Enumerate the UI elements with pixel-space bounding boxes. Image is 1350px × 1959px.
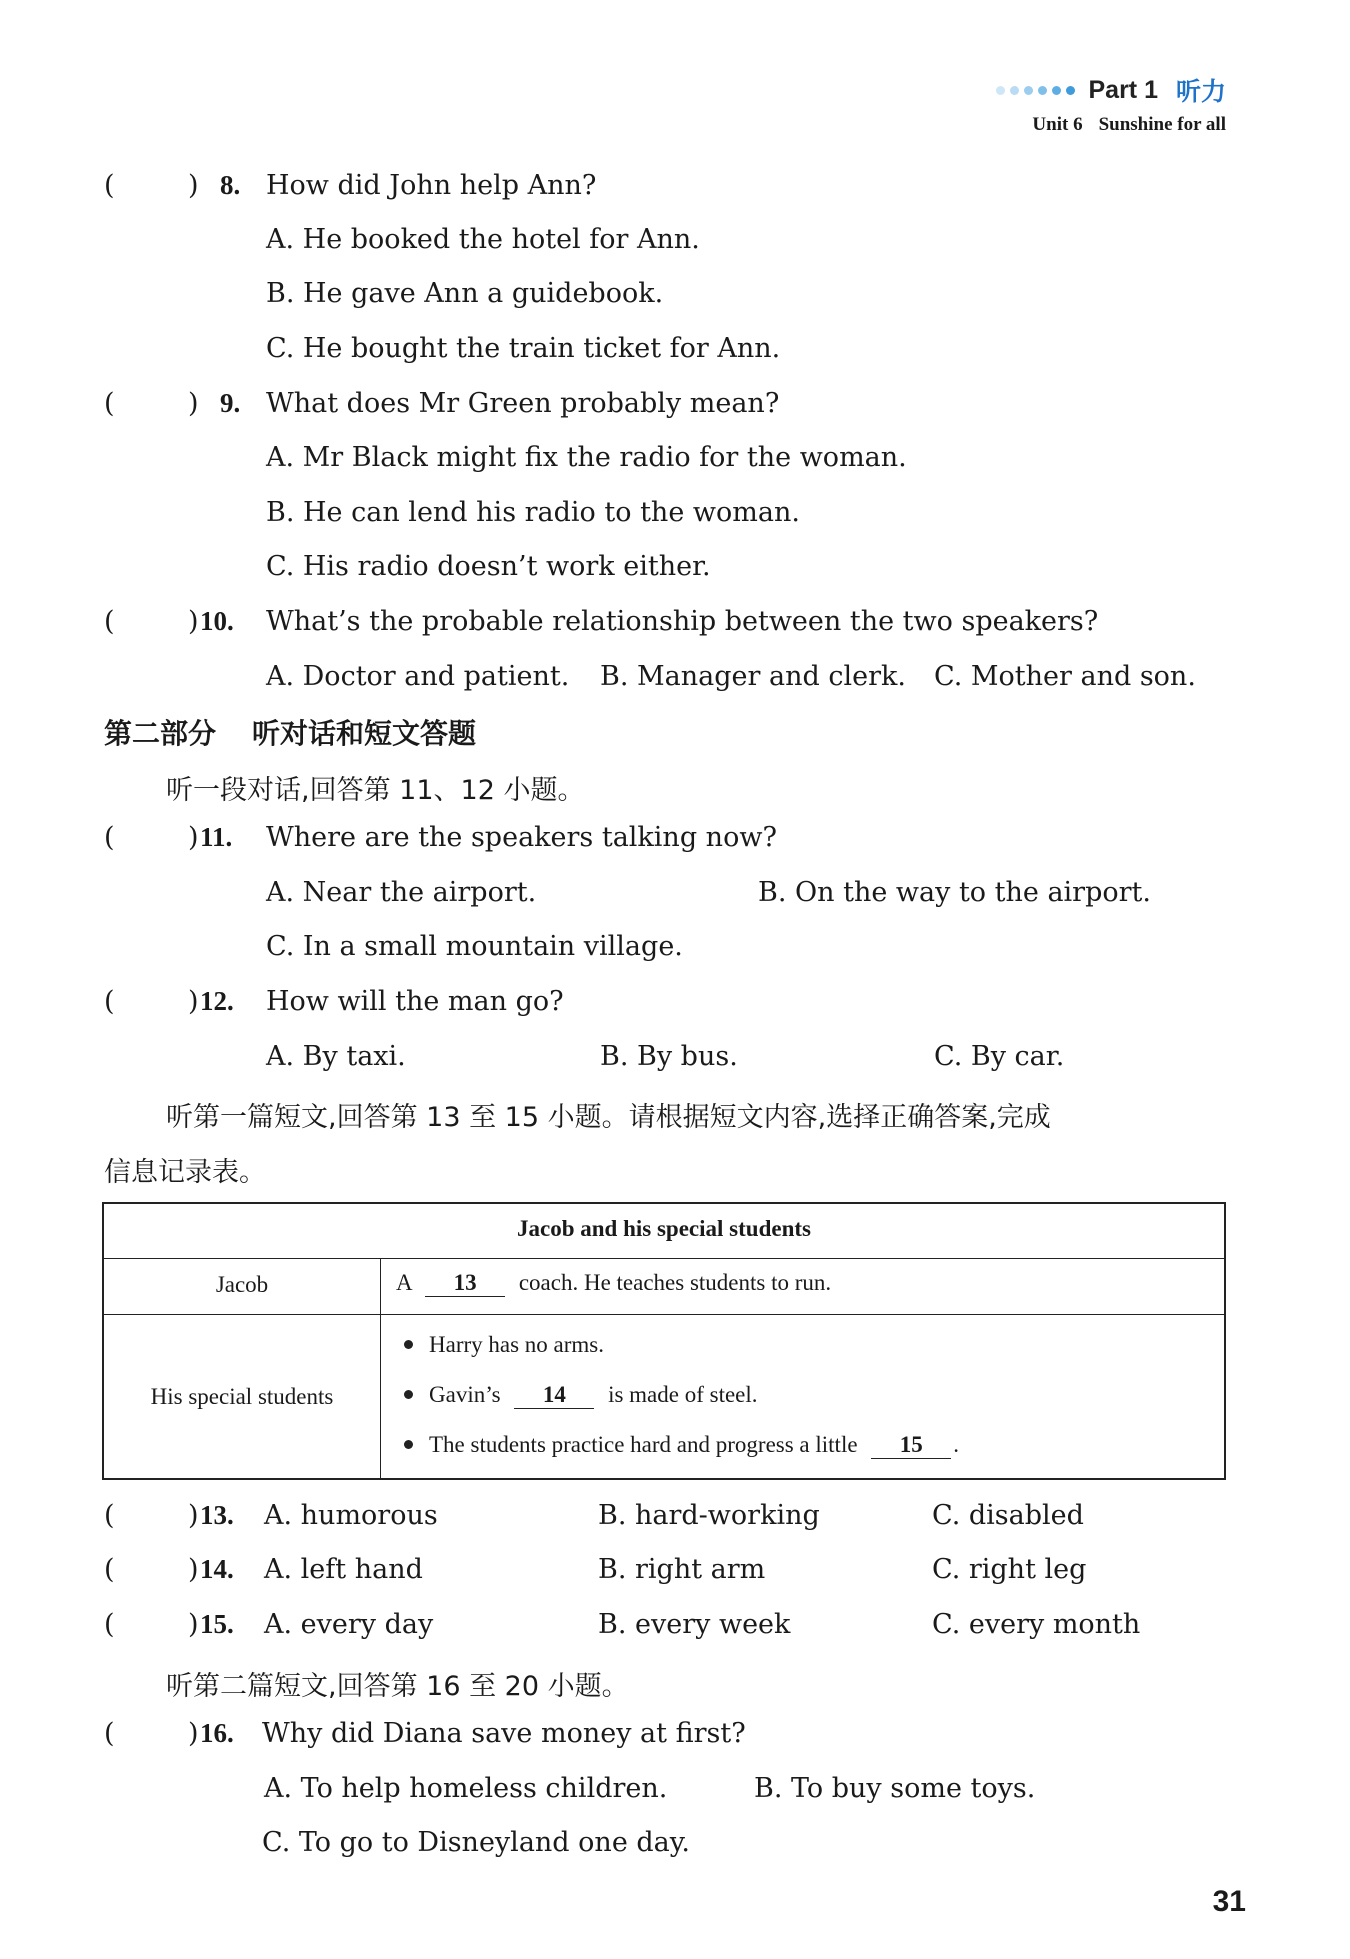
question-text: What does Mr Green probably mean? [266,388,780,419]
q14-option-a: A. left hand [264,1554,423,1585]
q11-option-a: A. Near the airport. [266,877,537,908]
q9-option-b: B. He can lend his radio to the woman. [266,497,800,528]
page-header [996,72,1227,136]
q15-option-a: A. every day [264,1609,434,1640]
table-title: Jacob and his special students [517,1216,811,1241]
q10-option-c: C. Mother and son. [934,661,1196,692]
instruction-13-15-line1: 听第一篇短文,回答第 13 至 15 小题。请根据短文内容,选择正确答案,完成 [166,1102,1051,1133]
table-bullet-2 [404,1382,758,1409]
section-subtitle: 听对话和短文答题 [252,717,477,750]
answer-bracket-open: ( [104,606,115,637]
answer-bracket-open: ( [104,1718,115,1749]
q16-option-a: A. To help homeless children. [264,1773,668,1804]
bullet-1-text: Harry has no arms. [429,1332,605,1357]
answer-bracket-open: ( [104,822,115,853]
section-heading [104,712,476,752]
answer-bracket-close: ) [188,388,199,419]
question-text: How did John help Ann? [266,170,597,201]
question-number: 12. [200,986,234,1016]
q11-option-c: C. In a small mountain village. [266,931,683,962]
part-label: Part 1 [1088,75,1158,104]
q9-option-a: A. Mr Black might fix the radio for the woman. [266,442,907,473]
question-text: Where are the speakers talking now? [266,822,777,853]
question-number: 9. [220,388,241,418]
q10-option-b: B. Manager and clerk. [600,661,906,692]
question-number: 10. [200,606,234,636]
answer-bracket-open: ( [104,1500,115,1531]
q8-option-c: C. He bought the train ticket for Ann. [266,333,781,364]
q10-option-a: A. Doctor and patient. [266,661,570,692]
answer-bracket-open: ( [104,1609,115,1640]
answer-bracket-close: ) [188,1718,199,1749]
q15-option-b: B. every week [598,1609,791,1640]
q9-option-c: C. His radio doesn’t work either. [266,551,711,582]
unit-label [996,114,1227,136]
answer-bracket-open: ( [104,1554,115,1585]
question-number: 16. [200,1718,234,1748]
blank-13[interactable]: 13 [425,1270,505,1297]
q8-option-b: B. He gave Ann a guidebook. [266,278,664,309]
bullet-3-suffix: . [953,1432,960,1457]
question-number: 15. [200,1609,234,1639]
answer-bracket-open: ( [104,986,115,1017]
answer-bracket-close: ) [188,1609,199,1640]
question-text: Why did Diana save money at first? [262,1718,746,1749]
q13-option-b: B. hard-working [598,1500,820,1531]
answer-bracket-close: ) [188,822,199,853]
bullet-icon [404,1390,413,1399]
question-number: 8. [220,170,241,200]
answer-bracket-open: ( [104,388,115,419]
q11-option-b: B. On the way to the airport. [758,877,1151,908]
q16-option-c: C. To go to Disneyland one day. [262,1827,691,1858]
instruction-11-12: 听一段对话,回答第 11、12 小题。 [166,775,585,806]
question-text: What’s the probable relationship between the two speakers? [266,606,1099,637]
table-bullet-3 [404,1432,959,1459]
table-row1-content [396,1270,831,1297]
bullet-2-suffix: is made of steel. [608,1382,758,1407]
bullet-icon [404,1340,413,1349]
section-title: 第二部分 [104,717,217,750]
q15-option-c: C. every month [932,1609,1141,1640]
instruction-13-15-line2: 信息记录表。 [104,1157,266,1188]
instruction-16-20: 听第二篇短文,回答第 16 至 20 小题。 [166,1671,629,1702]
bullet-icon [404,1440,413,1449]
table-row1-label: Jacob [215,1272,269,1297]
table-bullet-1 [404,1332,604,1358]
blank-15[interactable]: 15 [871,1432,951,1459]
answer-bracket-close: ) [188,606,199,637]
question-number: 11. [200,822,233,852]
answer-bracket-open: ( [104,170,115,201]
q14-option-c: C. right leg [932,1554,1087,1585]
question-text: How will the man go? [266,986,564,1017]
q13-option-a: A. humorous [264,1500,438,1531]
part-cn-label: 听力 [1175,77,1226,106]
q12-option-c: C. By car. [934,1041,1065,1072]
question-number: 14. [200,1554,234,1584]
answer-bracket-close: ) [188,986,199,1017]
answer-bracket-close: ) [188,1554,199,1585]
unit-title: Sunshine for all [1098,114,1226,135]
unit-number: Unit 6 [1032,114,1083,135]
row1-suffix: coach. He teaches students to run. [518,1270,832,1295]
answer-bracket-close: ) [188,170,199,201]
answer-bracket-close: ) [188,1500,199,1531]
bullet-2-prefix: Gavin’s [429,1382,501,1407]
decorative-dots-icon [996,86,1075,95]
row1-prefix: A [396,1270,412,1295]
page-number: 31 [1212,1885,1246,1918]
bullet-3-prefix: The students practice hard and progress a little [429,1432,858,1457]
question-number: 13. [200,1500,234,1530]
q12-option-a: A. By taxi. [266,1041,406,1072]
q14-option-b: B. right arm [598,1554,766,1585]
table-row2-label: His special students [150,1384,334,1409]
info-record-table [102,1202,1226,1480]
q16-option-b: B. To buy some toys. [754,1773,1036,1804]
q8-option-a: A. He booked the hotel for Ann. [266,224,700,255]
blank-14[interactable]: 14 [514,1382,594,1409]
q13-option-c: C. disabled [932,1500,1084,1531]
q12-option-b: B. By bus. [600,1041,738,1072]
